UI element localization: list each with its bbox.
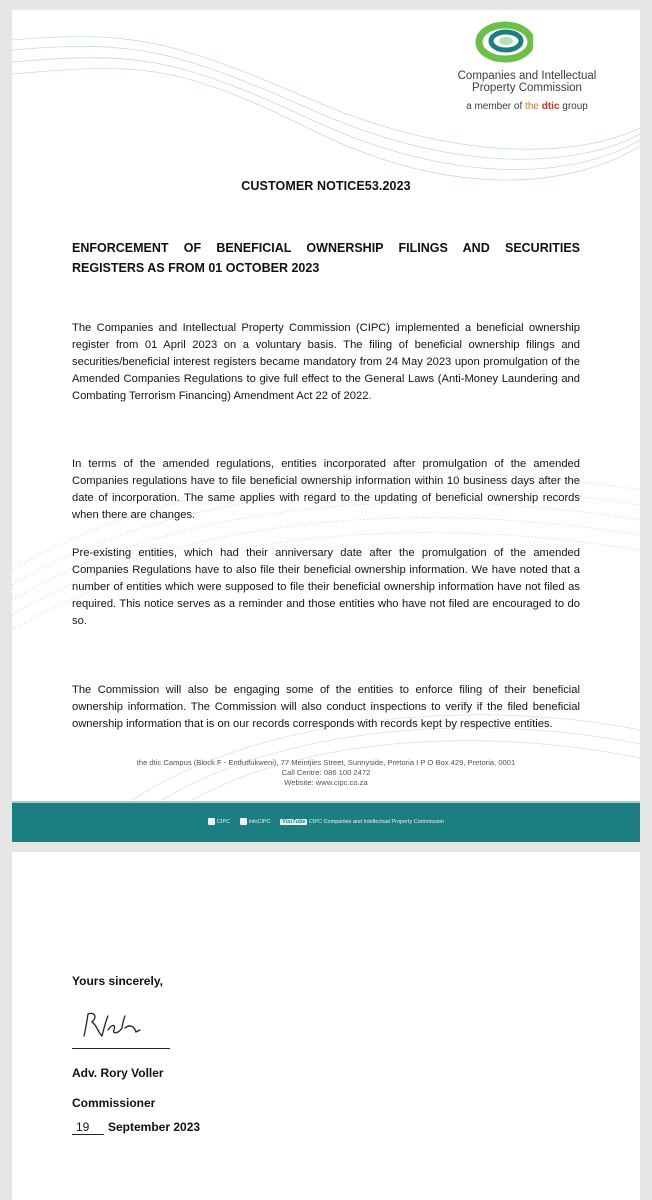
- signer-name: Adv. Rory Voller: [72, 1066, 164, 1080]
- signature-date: [72, 1120, 200, 1135]
- notice-title: CUSTOMER NOTICE53.2023: [241, 179, 411, 193]
- org-name-line1: Companies and Intellectual: [457, 70, 597, 82]
- closing-salutation: Yours sincerely,: [72, 974, 163, 988]
- org-name-line2: Property Commission: [472, 82, 582, 94]
- facebook-link[interactable]: [208, 819, 230, 825]
- notice-page-1: [12, 10, 640, 842]
- paragraph-1: The Companies and Intellectual Property Commission (CIPC) implemented a beneficial ownership register from 01 April 2023 on a voluntary basis. The filing of beneficial ownership filings and securities/beneficial interest registers became mandatory from 24 May 2023 upon promulgation of the Amended Companies Regulations to give full effect to the General Laws (Anti-Money Laundering and Combating Terrorism Financing) Amendment Act 22 of 2022.: [72, 322, 580, 402]
- handwritten-signature: [78, 1010, 148, 1040]
- address-line: the dtic Campus (Block F - Entfutfukweni), 77 Meintjies Street, Sunnyside, Pretoria I P O Box 429, Pretoria, 0001: [136, 758, 516, 767]
- date-day: 19: [72, 1120, 104, 1135]
- cipc-logo-icon: [475, 20, 533, 64]
- twitter-link[interactable]: [240, 819, 271, 825]
- member-suffix: group: [559, 101, 588, 112]
- twitter-handle: infoCIPC: [248, 818, 271, 825]
- paragraph-2: In terms of the amended regulations, entities incorporated after promulgation of the amended Companies regulations have to file beneficial ownership information within 10 business days after the date of incorporation. The same applies with regard to the updating of beneficial ownership records when there are changes.: [72, 458, 580, 521]
- paragraph-4: The Commission will also be engaging some of the entities to enforce filing of their beneficial ownership information. The Commission will also conduct inspections to verify if the filed beneficial ownership information that is on our records corresponds with records kept by respective entities.: [72, 684, 580, 730]
- youtube-icon: YouTube: [282, 818, 306, 825]
- member-of-dtic-line: [432, 101, 622, 112]
- youtube-channel: CIPC Companies and Intellectual Property Commission: [308, 818, 445, 825]
- organisation-name: [432, 70, 622, 94]
- contact-address: [72, 758, 580, 788]
- facebook-handle: CIPC: [216, 818, 231, 825]
- signature-line: [72, 1048, 170, 1049]
- twitter-icon: [240, 818, 247, 825]
- notice-heading: ENFORCEMENT OF BENEFICIAL OWNERSHIP FILINGS AND SECURITIES REGISTERS AS FROM 01 OCTOBER 2023: [72, 241, 580, 275]
- website-line: Website: www.cipc.co.za: [284, 778, 368, 787]
- paragraph-3: Pre-existing entities, which had their anniversary date after the promulgation of the amended Companies Regulations have to also file their beneficial ownership information. We have noted that a number of entities which were supposed to file their beneficial ownership information have not filed as required. This notice serves as a reminder and those entities who have not filed are encouraged to do so.: [72, 547, 580, 627]
- youtube-link[interactable]: [280, 819, 444, 825]
- notice-page-2: [12, 852, 640, 1200]
- date-month-year: September 2023: [108, 1120, 201, 1134]
- member-the: the: [525, 101, 539, 112]
- signer-title: Commissioner: [72, 1096, 156, 1110]
- call-centre-line: Call Centre: 086 100 2472: [281, 768, 371, 777]
- social-links: [12, 818, 640, 825]
- facebook-icon: [208, 818, 215, 825]
- member-prefix: a member of: [466, 101, 526, 112]
- footer-bar: [12, 801, 640, 842]
- footer-strip: [12, 801, 640, 803]
- member-dtic: dtic: [541, 101, 560, 112]
